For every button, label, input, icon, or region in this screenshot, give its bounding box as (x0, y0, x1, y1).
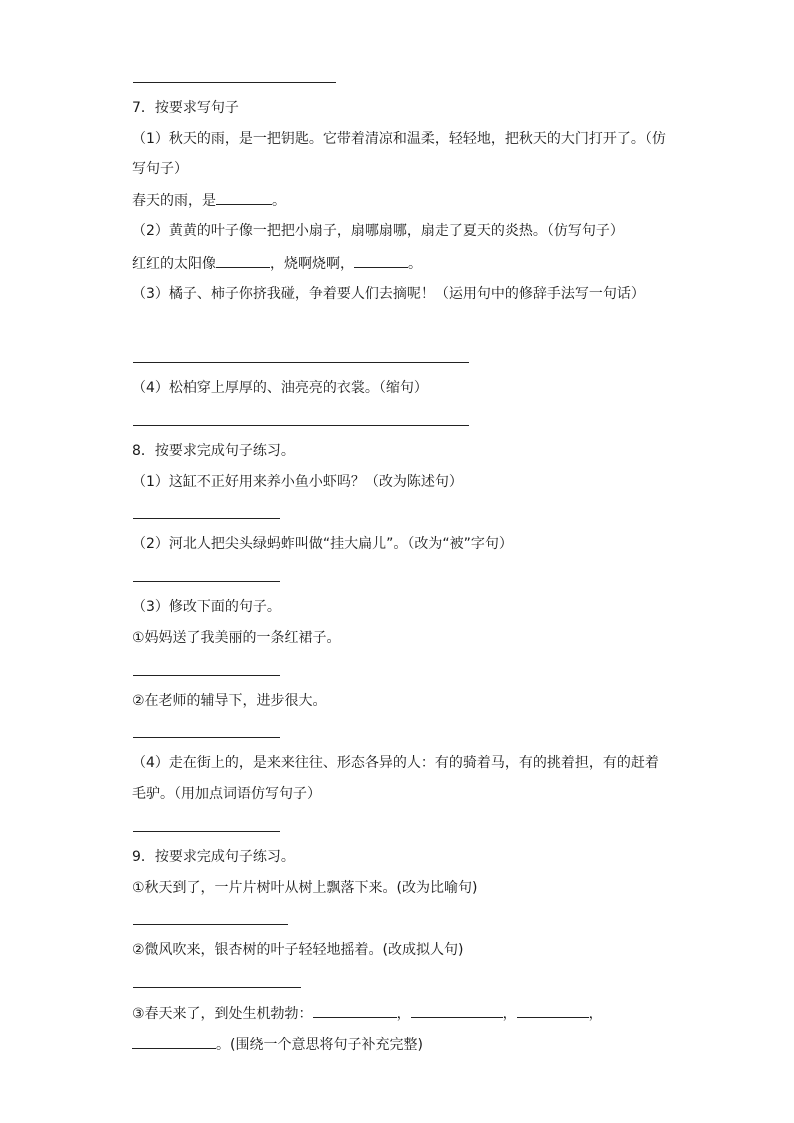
q7-item2-text: （2）黄黄的叶子像一把把小扇子，扇哪扇哪，扇走了夏天的炎热。（仿写句子） (132, 223, 624, 239)
q8-item3b-text: ②在老师的辅导下，进步很大。 (132, 693, 327, 709)
fill-blank[interactable] (354, 253, 408, 268)
fill-blank[interactable] (216, 190, 272, 205)
q8-item1-text: （1）这缸不正好用来养小鱼小虾吗？（改为陈述句） (132, 474, 463, 490)
q8-title: 8．按要求完成句子练习。 (132, 443, 295, 459)
q9-item2-text: ②微风吹来，银杏树的叶子轻轻地摇着。(改成拟人句) (132, 942, 464, 958)
q9-item3-sep: ， (588, 1006, 603, 1022)
q8-item4-text-cont: 毛驴。（用加点词语仿写句子） (132, 786, 321, 802)
answer-line[interactable] (133, 675, 280, 676)
fill-blank[interactable] (132, 1034, 216, 1049)
q9-item3-suffix: 。(围绕一个意思将句子补充完整) (216, 1037, 423, 1053)
q7-item2-middle: ，烧啊烧啊， (270, 256, 354, 272)
q9-item3-fill-cont (132, 1034, 423, 1055)
q8-item4-text: （4）走在街上的，是来来往往、形态各异的人：有的骑着马，有的挑着担，有的赶着 (132, 755, 659, 771)
q7-item3-text: （3）橘子、柿子你挤我碰，争着要人们去摘呢！（运用句中的修辞手法写一句话） (132, 286, 645, 302)
answer-line[interactable] (133, 924, 288, 925)
q9-item3-prefix: ③春天来了，到处生机勃勃： (132, 1006, 313, 1022)
q9-item3-sep: ， (502, 1006, 517, 1022)
q8-item3a-text: ①妈妈送了我美丽的一条红裙子。 (132, 630, 341, 646)
q8-item2-text: （2）河北人把尖头绿蚂蚱叫做“挂大扁儿”。（改为“被”字句） (132, 536, 513, 552)
q7-item1-prefix: 春天的雨，是 (132, 193, 216, 209)
fill-blank[interactable] (216, 253, 270, 268)
q7-item2-prefix: 红红的太阳像 (132, 256, 216, 272)
q7-item1-fill (132, 190, 286, 211)
q9-item3-sep: ， (396, 1006, 411, 1022)
answer-line[interactable] (133, 82, 336, 83)
answer-line[interactable] (133, 425, 469, 426)
q7-item2-suffix: 。 (408, 256, 422, 272)
q7-title: 7．按要求写句子 (132, 100, 239, 116)
fill-blank[interactable] (313, 1003, 397, 1018)
q8-item3-text: （3）修改下面的句子。 (132, 599, 281, 615)
answer-line[interactable] (133, 987, 301, 988)
answer-line[interactable] (133, 581, 280, 582)
answer-line[interactable] (133, 831, 280, 832)
q7-item1-text-cont: 写句子） (132, 161, 188, 177)
answer-line[interactable] (133, 737, 280, 738)
q7-item4-text: （4）松柏穿上厚厚的、油亮亮的衣裳。（缩句） (132, 380, 428, 396)
answer-line[interactable] (133, 362, 469, 363)
q7-item1-text: （1）秋天的雨，是一把钥匙。它带着清凉和温柔，轻轻地，把秋天的大门打开了。（仿 (132, 131, 666, 147)
q9-title: 9．按要求完成句子练习。 (132, 849, 295, 865)
q9-item3-fill (132, 1003, 603, 1024)
fill-blank[interactable] (517, 1003, 589, 1018)
answer-line[interactable] (133, 518, 280, 519)
fill-blank[interactable] (411, 1003, 503, 1018)
q9-item1-text: ①秋天到了，一片片树叶从树上飘落下来。(改为比喻句) (132, 880, 478, 896)
q7-item1-suffix: 。 (272, 193, 286, 209)
q7-item2-fill (132, 253, 422, 274)
